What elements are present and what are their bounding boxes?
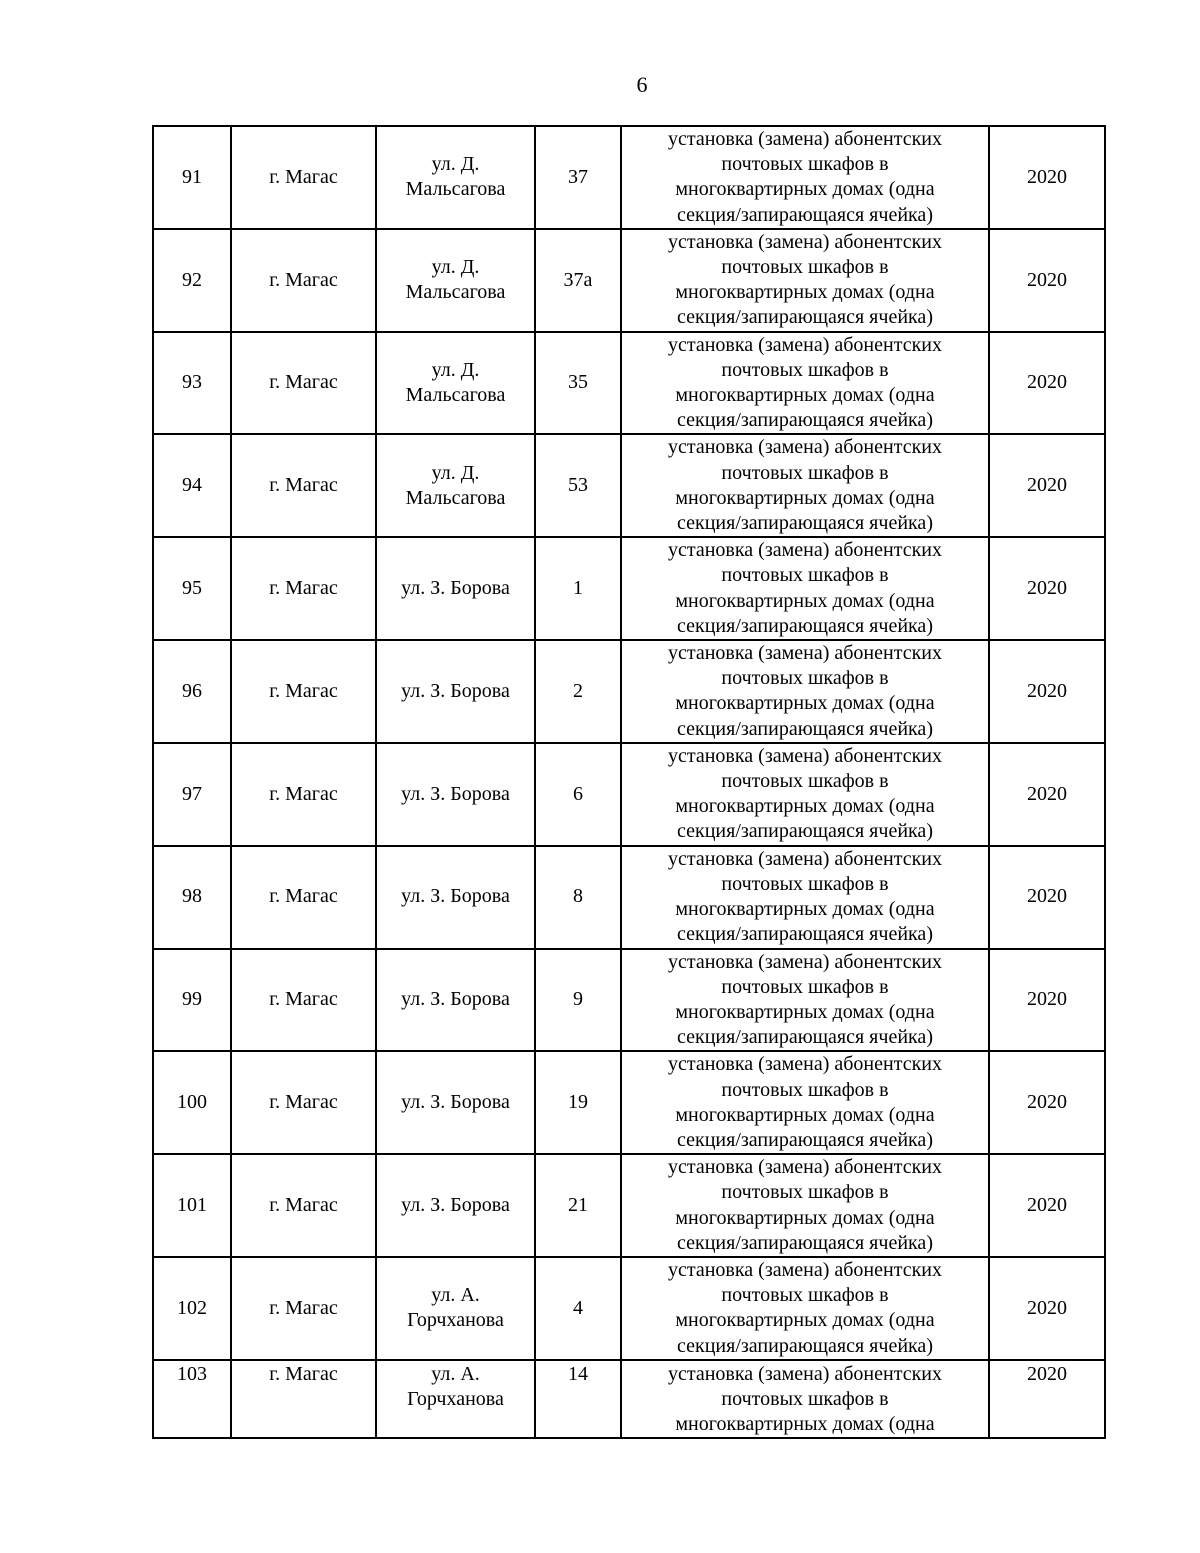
- table-row: [153, 846, 1105, 949]
- cell-street: [376, 949, 535, 1052]
- table-row: [153, 949, 1105, 1052]
- work-text: установка (замена) абонентских почтовых шкафов в многоквартирных домах (одна секция/запирающаяся ячейка): [667, 333, 942, 432]
- cell-city: г. Магас: [231, 1257, 376, 1360]
- street-text: ул. З. Борова: [401, 1091, 510, 1114]
- table-row: [153, 537, 1105, 640]
- cell-house: 35: [535, 332, 621, 435]
- cell-house: 21: [535, 1154, 621, 1257]
- street-text: ул. Д. Мальсагова: [405, 256, 506, 304]
- cell-house: 37: [535, 126, 621, 229]
- cell-street: [376, 434, 535, 537]
- cell-street: [376, 1360, 535, 1439]
- street-text: ул. З. Борова: [401, 679, 510, 702]
- cell-year: 2020: [989, 332, 1105, 435]
- cell-city: г. Магас: [231, 1154, 376, 1257]
- cell-work: [621, 1257, 989, 1360]
- cell-city: г. Магас: [231, 949, 376, 1052]
- street-text: ул. Д. Мальсагова: [405, 358, 506, 407]
- cell-city: г. Магас: [231, 126, 376, 229]
- work-text: установка (замена) абонентских почтовых шкафов в многоквартирных домах (одна секция/запирающаяся ячейка): [667, 230, 942, 329]
- cell-house: 8: [535, 846, 621, 949]
- cell-city: г. Магас: [231, 1051, 376, 1154]
- work-text: установка (замена) абонентских почтовых шкафов в многоквартирных домах (одна секция/запирающаяся ячейка): [667, 128, 942, 226]
- cell-street: [376, 743, 535, 846]
- street-text: ул. А. Горчханова: [407, 1284, 504, 1332]
- table-row: [153, 332, 1105, 435]
- cell-city: г. Магас: [231, 434, 376, 537]
- street-text: ул. З. Борова: [401, 1193, 510, 1216]
- cell-house: 1: [535, 537, 621, 640]
- cell-street: [376, 332, 535, 435]
- cell-work: [621, 434, 989, 537]
- cell-work: [621, 126, 989, 229]
- table-row: [153, 1154, 1105, 1257]
- cell-year: 2020: [989, 1257, 1105, 1360]
- cell-number: 95: [153, 537, 231, 640]
- cell-year: 2020: [989, 949, 1105, 1052]
- cell-street: [376, 846, 535, 949]
- street-text: ул. З. Борова: [401, 885, 510, 908]
- cell-year: 2020: [989, 640, 1105, 743]
- cell-number: 99: [153, 949, 231, 1052]
- street-text: ул. А. Горчханова: [407, 1362, 504, 1410]
- table-row: [153, 743, 1105, 846]
- cell-work: [621, 846, 989, 949]
- address-table: [152, 125, 1106, 1439]
- table-row: [153, 126, 1105, 229]
- cell-street: [376, 126, 535, 229]
- cell-year: 2020: [989, 126, 1105, 229]
- work-text: установка (замена) абонентских почтовых шкафов в многоквартирных домах (одна секция/запирающаяся ячейка): [667, 436, 942, 535]
- cell-city: г. Магас: [231, 229, 376, 332]
- street-text: ул. Д. Мальсагова: [405, 153, 506, 201]
- cell-city: г. Магас: [231, 743, 376, 846]
- cell-year: 2020: [989, 743, 1105, 846]
- table-row: [153, 1051, 1105, 1154]
- street-text: ул. Д. Мальсагова: [405, 461, 506, 509]
- table-row: [153, 1360, 1105, 1439]
- work-text: установка (замена) абонентских почтовых шкафов в многоквартирных домах (одна секция/запирающаяся ячейка): [667, 642, 942, 740]
- cell-number: 93: [153, 332, 231, 435]
- cell-work: [621, 1051, 989, 1154]
- cell-city: г. Магас: [231, 640, 376, 743]
- cell-number: 92: [153, 229, 231, 332]
- cell-number: 91: [153, 126, 231, 229]
- work-text: установка (замена) абонентских почтовых шкафов в многоквартирных домах (одна: [667, 1362, 942, 1436]
- cell-city: г. Магас: [231, 332, 376, 435]
- cell-year: 2020: [989, 1051, 1105, 1154]
- cell-street: [376, 1154, 535, 1257]
- cell-number: 101: [153, 1154, 231, 1257]
- cell-work: [621, 332, 989, 435]
- table-row: [153, 640, 1105, 743]
- cell-house: 4: [535, 1257, 621, 1360]
- cell-year: 2020: [989, 1360, 1105, 1439]
- work-text: установка (замена) абонентских почтовых шкафов в многоквартирных домах (одна секция/запирающаяся ячейка): [667, 1156, 942, 1254]
- cell-number: 102: [153, 1257, 231, 1360]
- table-row: [153, 434, 1105, 537]
- cell-city: г. Магас: [231, 537, 376, 640]
- cell-house: 53: [535, 434, 621, 537]
- cell-year: 2020: [989, 229, 1105, 332]
- table-row: [153, 1257, 1105, 1360]
- cell-year: 2020: [989, 1154, 1105, 1257]
- cell-street: [376, 640, 535, 743]
- work-text: установка (замена) абонентских почтовых шкафов в многоквартирных домах (одна секция/запирающаяся ячейка): [667, 539, 942, 637]
- street-text: ул. З. Борова: [401, 782, 510, 805]
- cell-street: [376, 1051, 535, 1154]
- cell-street: [376, 1257, 535, 1360]
- cell-year: 2020: [989, 846, 1105, 949]
- street-text: ул. З. Борова: [401, 988, 510, 1011]
- cell-house: 19: [535, 1051, 621, 1154]
- cell-year: 2020: [989, 434, 1105, 537]
- cell-city: г. Магас: [231, 846, 376, 949]
- work-text: установка (замена) абонентских почтовых шкафов в многоквартирных домах (одна секция/запирающаяся ячейка): [667, 1053, 942, 1151]
- cell-house: 6: [535, 743, 621, 846]
- cell-street: [376, 537, 535, 640]
- cell-house: 9: [535, 949, 621, 1052]
- cell-number: 97: [153, 743, 231, 846]
- cell-work: [621, 640, 989, 743]
- cell-work: [621, 537, 989, 640]
- cell-city: г. Магас: [231, 1360, 376, 1439]
- cell-work: [621, 1360, 989, 1439]
- cell-number: 98: [153, 846, 231, 949]
- cell-street: [376, 229, 535, 332]
- cell-number: 103: [153, 1360, 231, 1439]
- cell-house: 37а: [535, 229, 621, 332]
- work-text: установка (замена) абонентских почтовых шкафов в многоквартирных домах (одна секция/запирающаяся ячейка): [667, 1258, 942, 1357]
- work-text: установка (замена) абонентских почтовых шкафов в многоквартирных домах (одна секция/запирающаяся ячейка): [667, 847, 942, 946]
- cell-house: 2: [535, 640, 621, 743]
- street-text: ул. З. Борова: [401, 577, 510, 600]
- cell-work: [621, 229, 989, 332]
- cell-house: 14: [535, 1360, 621, 1439]
- page-number: 6: [636, 72, 648, 97]
- table-row: [153, 229, 1105, 332]
- cell-number: 94: [153, 434, 231, 537]
- cell-year: 2020: [989, 537, 1105, 640]
- cell-number: 96: [153, 640, 231, 743]
- work-text: установка (замена) абонентских почтовых шкафов в многоквартирных домах (одна секция/запирающаяся ячейка): [667, 950, 942, 1049]
- cell-number: 100: [153, 1051, 231, 1154]
- work-text: установка (замена) абонентских почтовых шкафов в многоквартирных домах (одна секция/запирающаяся ячейка): [667, 744, 942, 843]
- cell-work: [621, 1154, 989, 1257]
- cell-work: [621, 743, 989, 846]
- cell-work: [621, 949, 989, 1052]
